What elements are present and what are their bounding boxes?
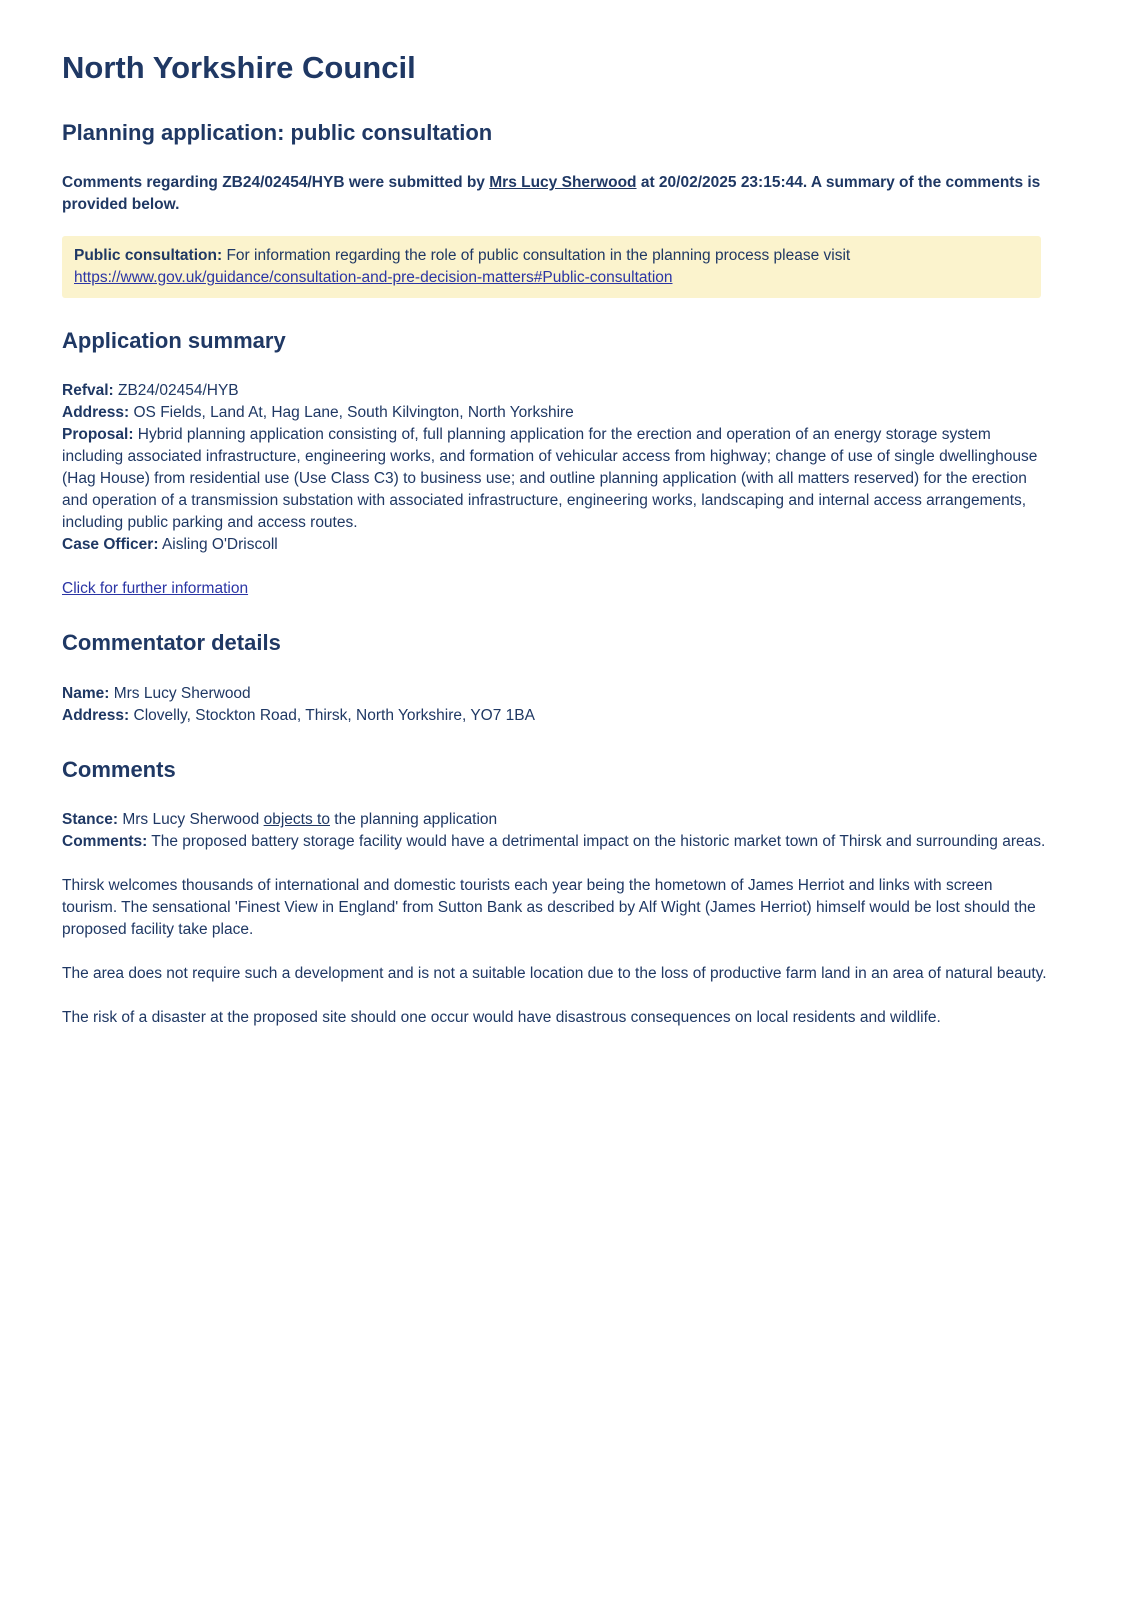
section-heading-comments: Comments — [62, 756, 176, 782]
site-address-label: Address: — [62, 404, 130, 422]
commentator-name-value: Mrs Lucy Sherwood — [113, 684, 251, 702]
proposal-value: Hybrid planning application consisting of, full planning application for the erection and operation of an energy storage system including associated infrastructure, engineering works, and formation of vehicular access from highway; change of use of single dwellinghouse (Hag House) from residential use (Use Class C3) to business use; and outline planning application (with all matters reserved) for the erection and operation of a transmission substation with associated infrastructure, engineering works, landscaping and internal access arrangements, including public parking and access routes. — [62, 426, 1038, 532]
submission-summary-text — [62, 172, 1047, 216]
section-heading-public-consultation: Planning application: public consultation — [62, 119, 493, 145]
proposal-label: Proposal: — [62, 426, 134, 444]
site-address-line — [62, 402, 1047, 424]
section-heading-commentator-details: Commentator details — [62, 630, 281, 656]
page-title: North Yorkshire Council — [62, 50, 416, 85]
case-officer-value: Aisling O'Driscoll — [161, 536, 278, 554]
comment-paragraph-1: Thirsk welcomes thousands of international and domestic tourists each year being the hometown of James Herriot and links with screen tourism. The sensational 'Finest View in England' from Sutton Bank as described by Alf Wight (James Herriot) himself would be lost should the proposed facility take place. — [62, 877, 1036, 939]
gov-uk-consultation-link[interactable]: https://www.gov.uk/guidance/consultation-and-pre-decision-matters#Public-consultation — [74, 269, 673, 287]
stance-after: the planning application — [334, 811, 498, 829]
comments-summary-line — [62, 831, 1047, 853]
commentator-address-line — [62, 705, 1047, 727]
public-consultation-notice-box — [62, 236, 1041, 298]
case-officer-label: Case Officer: — [62, 536, 159, 554]
commentator-details-block — [62, 683, 1047, 727]
case-officer-line — [62, 534, 1047, 556]
notice-text: For information regarding the role of public consultation in the planning process please visit — [226, 247, 851, 265]
further-information-line — [62, 578, 1047, 600]
stance-before: Mrs Lucy Sherwood — [122, 811, 260, 829]
stance-objects-underlined: objects to — [263, 811, 330, 829]
submission-summary-before: Comments regarding ZB24/02454/HYB were submitted by — [62, 174, 485, 192]
commenter-name-underlined: Mrs Lucy Sherwood — [489, 174, 637, 192]
refval-label: Refval: — [62, 382, 114, 400]
document-page — [62, 50, 1047, 1029]
commentator-name-line — [62, 683, 1047, 705]
commentator-name-label: Name: — [62, 684, 110, 702]
comments-block — [62, 809, 1047, 1029]
proposal-line — [62, 424, 1047, 534]
comments-label: Comments: — [62, 833, 148, 851]
further-information-link[interactable]: Click for further information — [62, 580, 249, 598]
commentator-address-label: Address: — [62, 706, 130, 724]
commentator-address-value: Clovelly, Stockton Road, Thirsk, North Yorkshire, YO7 1BA — [133, 706, 535, 724]
comment-paragraph-2: The area does not require such a development and is not a suitable location due to the loss of productive farm land in an area of natural beauty. — [62, 965, 1047, 983]
section-heading-application-summary: Application summary — [62, 328, 286, 354]
notice-label: Public consultation: — [74, 247, 223, 265]
comment-paragraph-3: The risk of a disaster at the proposed site should one occur would have disastrous consequences on local residents and wildlife. — [62, 1009, 941, 1027]
stance-line — [62, 809, 1047, 831]
application-summary-block — [62, 380, 1047, 556]
refval-line — [62, 380, 1047, 402]
refval-value: ZB24/02454/HYB — [118, 382, 239, 400]
comments-summary-value: The proposed battery storage facility would have a detrimental impact on the historic market town of Thirsk and surrounding areas. — [151, 833, 1046, 851]
stance-label: Stance: — [62, 811, 118, 829]
site-address-value: OS Fields, Land At, Hag Lane, South Kilvington, North Yorkshire — [133, 404, 574, 422]
submission-summary-after: at 20/02/2025 23:15:44. A summary of the comments is provided below. — [62, 174, 1041, 214]
